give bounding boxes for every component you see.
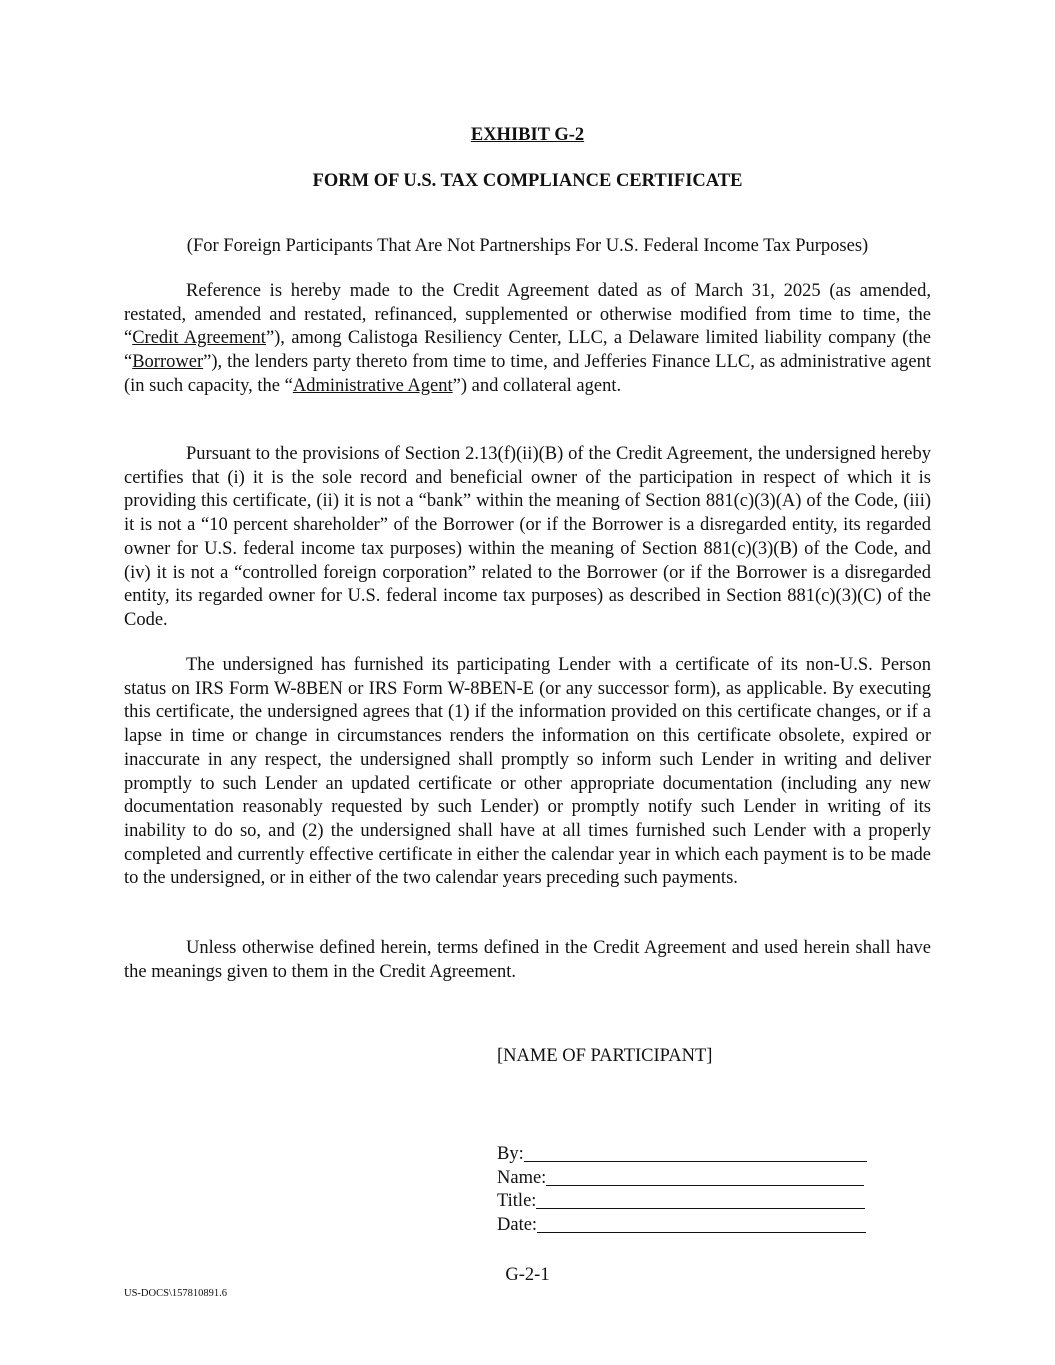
by-signature-line[interactable] <box>524 1142 867 1162</box>
defined-term-credit-agreement: Credit Agreement <box>132 328 266 349</box>
date-signature-line[interactable] <box>537 1213 866 1233</box>
paragraph-text: The undersigned has furnished its participating Lender with a certificate of its non-U.S. Person status on IRS Form W-8BEN or IRS Form W-8BEN-E (or any successor form), as applicable. By executing this certificate, the undersigned agrees that (1) if the information provided on this certificate changes, or if a lapse in time or change in circumstances renders the information on this certificate obsolete, expired or inaccurate in any respect, the undersigned shall promptly so inform such Lender in writing and deliver promptly to such Lender an updated certificate or other appropriate documentation (including any new documentation reasonably requested by such Lender) or promptly notify such Lender in writing of its inability to do so, and (2) the undersigned shall have at all times furnished such Lender with a properly completed and currently effective certificate in either the calendar year in which each payment is to be made to the undersigned, or in either of the two calendar years preceding such payments. <box>124 655 931 889</box>
signature-block <box>497 1141 877 1236</box>
title-label: Title: <box>497 1191 537 1212</box>
paragraph-text: Reference is hereby made to the Credit Agreement dated as of March 31, 2025 (as amended, restated, amended and restated, refinanced, supplemented or otherwise modified from time to time, the “ <box>124 281 931 349</box>
paragraph-furnished <box>124 654 931 891</box>
paragraph-text: ”) and collateral agent. <box>452 375 622 396</box>
participant-name-placeholder: [NAME OF PARTICIPANT] <box>497 1046 713 1066</box>
by-label: By: <box>497 1143 524 1164</box>
paragraph-text: ”), the lenders party thereto from time to time, and Jefferies Finance LLC, as administrative agent (in such capacity, the “ <box>124 352 931 396</box>
document-id: US-DOCS\157810891.6 <box>124 1288 227 1299</box>
signature-title-row <box>497 1189 877 1213</box>
paragraph-text: Unless otherwise defined herein, terms defined in the Credit Agreement and used herein shall have the meanings given to them in the Credit Agreement. <box>124 938 931 982</box>
signature-name-row <box>497 1165 877 1189</box>
signature-date-row <box>497 1212 877 1236</box>
name-signature-line[interactable] <box>546 1166 864 1186</box>
subtitle: (For Foreign Participants That Are Not Partnerships For U.S. Federal Income Tax Purposes) <box>186 236 869 256</box>
exhibit-label: EXHIBIT G-2 <box>470 125 585 145</box>
paragraph-reference <box>124 280 931 399</box>
name-label: Name: <box>497 1167 547 1188</box>
defined-term-borrower: Borrower <box>132 352 204 373</box>
paragraph-definitions <box>124 937 931 984</box>
form-title: FORM OF U.S. TAX COMPLIANCE CERTIFICATE <box>312 171 743 191</box>
page-number: G-2-1 <box>505 1265 550 1285</box>
paragraph-certification <box>124 443 931 633</box>
defined-term-administrative-agent: Administrative Agent <box>292 375 453 396</box>
signature-by-row <box>497 1141 877 1165</box>
date-label: Date: <box>497 1215 538 1236</box>
paragraph-text: Pursuant to the provisions of Section 2.13(f)(ii)(B) of the Credit Agreement, the undersigned hereby certifies that (i) it is the sole record and beneficial owner of the participation in respect of which it is providing this certificate, (ii) it is not a “bank” within the meaning of Section 881(c)(3)(A) of the Code, (iii) it is not a “10 percent shareholder” of the Borrower (or if the Borrower is a disregarded entity, its regarded owner for U.S. federal income tax purposes) within the meaning of Section 881(c)(3)(B) of the Code, and (iv) it is not a “controlled foreign corporation” related to the Borrower (or if the Borrower is a disregarded entity, its regarded owner for U.S. federal income tax purposes) as described in Section 881(c)(3)(C) of the Code. <box>124 444 931 630</box>
paragraph-text: ”), among Calistoga Resiliency Center, LLC, a Delaware limited liability company (the “ <box>124 328 931 373</box>
title-signature-line[interactable] <box>536 1189 865 1209</box>
